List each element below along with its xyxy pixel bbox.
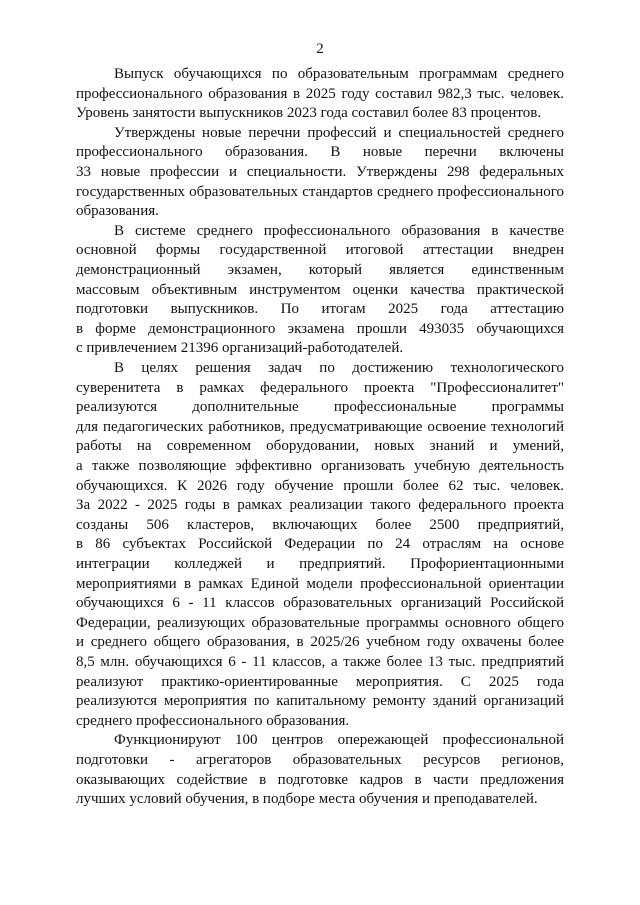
paragraph-line: реализуются дополнительные профессиональные программы [76, 399, 564, 415]
paragraph-line: суверенитета в рамках федерального проекта "Профессионалитет" [76, 380, 564, 396]
paragraph-line: За 2022 - 2025 годы в рамках реализации такого федерального проекта [76, 497, 564, 513]
paragraph-line: профессионального образования. В новые перечни включены [76, 144, 564, 160]
paragraph-line: подготовки - агрегаторов образовательных ресурсов регионов, [76, 752, 564, 768]
paragraph-line: а также позволяющие эффективно организовать учебную деятельность [76, 458, 564, 474]
page-number: 2 [316, 41, 324, 57]
paragraph-line: реализуют практико-ориентированные мероприятия. С 2025 года [76, 674, 564, 690]
paragraph-line: для педагогических работников, предусматривающие освоение технологий [76, 419, 564, 435]
paragraph-line: с привлечением 21396 организаций-работодателей. [76, 340, 404, 356]
paragraph-line: государственных образовательных стандартов среднего профессионального [76, 184, 564, 200]
paragraph-line: Федерации, реализующих образовательные программы основного общего [76, 615, 564, 631]
paragraph-line: Функционируют 100 центров опережающей профессиональной [114, 732, 564, 748]
paragraph-line: работы на современном оборудовании, новых знаний и умений, [76, 438, 564, 454]
paragraph-line: мероприятиями в рамках Единой модели профессиональной ориентации [76, 576, 564, 592]
paragraph-line: среднего профессионального образования. [76, 713, 350, 729]
paragraph-line: профессионального образования в 2025 году составил 982,3 тыс. человек. [76, 86, 564, 102]
paragraph-line: 33 новые профессии и специальности. Утверждены 298 федеральных [76, 164, 564, 180]
paragraph-line: основной формы государственной итоговой аттестации внедрен [76, 242, 564, 258]
paragraph-line: созданы 506 кластеров, включающих более 2500 предприятий, [76, 517, 564, 533]
paragraph-line: Уровень занятости выпускников 2023 года составил более 83 процентов. [76, 105, 542, 121]
paragraph-line: обучающихся 6 - 11 классов образовательных организаций Российской [76, 595, 564, 611]
paragraph-line: образования. [76, 203, 159, 219]
paragraph-line: лучших условий обучения, в подборе места обучения и преподавателей. [76, 791, 538, 807]
paragraph-line: В системе среднего профессионального образования в качестве [114, 223, 564, 239]
paragraph-line: реализуются мероприятия по капитальному ремонту зданий организаций [76, 693, 564, 709]
paragraph-line: Выпуск обучающихся по образовательным программам среднего [114, 66, 564, 82]
paragraph-line: в форме демонстрационного экзамена прошли 493035 обучающихся [76, 321, 564, 337]
paragraph-line: массовым объективным инструментом оценки качества практической [76, 282, 564, 298]
paragraph-line: интеграции колледжей и предприятий. Профориентационными [76, 556, 564, 572]
paragraph-line: 8,5 млн. обучающихся 6 - 11 классов, а также более 13 тыс. предприятий [76, 654, 564, 670]
paragraph-line: оказывающих содействие в подготовке кадров в части предложения [76, 772, 564, 788]
paragraph-line: В целях решения задач по достижению технологического [114, 360, 564, 376]
paragraph-line: в 86 субъектах Российской Федерации по 24 отраслям на основе [76, 536, 564, 552]
paragraph-line: Утверждены новые перечни профессий и специальностей среднего [114, 125, 564, 141]
paragraph-line: и среднего общего образования, в 2025/26 учебном году охвачены более [76, 634, 564, 650]
paragraph-line: демонстрационный экзамен, который является единственным [76, 262, 564, 278]
paragraph-line: обучающихся. К 2026 году обучение прошли более 62 тыс. человек. [76, 478, 564, 494]
paragraph-line: подготовки выпускников. По итогам 2025 года аттестацию [76, 301, 564, 317]
